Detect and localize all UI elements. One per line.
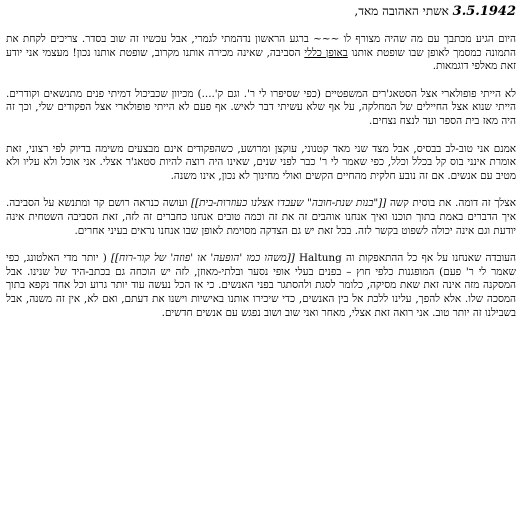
paragraph-1-underlined: באופן כללי <box>304 46 348 59</box>
paragraph-1-text-b: הסביבה, שאינה מכירה אותנו מקרוב, שופטת אותנו נכון! מעצמי אני יודע זאת מאלפי דוגמאות. <box>6 46 516 73</box>
letter-salutation: אשתי האהובה מאד, <box>354 4 449 18</box>
paragraph-5 <box>6 252 516 320</box>
paragraph-2: לא הייתי פופולארי אצל הסטאג'רים המשפטיים (כפי שסיפרו לי ר'. וגם ק'....) מכיוון שכביכול דמיתי פנים מתנשאים וקודרים. הייתי שנוא אצל החיילים של המחלקה, על אף שלא עשיתי דבר לאיש. אף פעם לא הייתי פופולארי אצל הפקודים שלי, וכך זה היה מאז בית הספר ועד לנצח נצחים. <box>6 87 516 127</box>
paragraph-4-editor-note: [["בנות שנת-חובה" שעבדו אצלנו כעוזרות-בית]] <box>190 197 387 210</box>
paragraph-4-text-a: אצלך זה דומה. את בוסית קשה <box>386 197 516 210</box>
paragraph-4 <box>6 197 516 238</box>
paragraph-3: אמנם אני טוב-לב בבסיס, אבל מצד שני מאד קטנוני, עוקצן ומרושע, כשהפקודים אינם מבצעים משימה בדיוק לפי רצוני, זאת אומרת אינני בוס קל בכלל וכלל, כפי שאמר לי ר' כבר לפני שנים, שאינו היה רוצה להיות סטאג'ר אצלי. אני אוכל ולא עליו ולא מטיב עם אנשים. אם זה נובע חלקית מהחיים הקשים ואולי מחינוך לא נכון, אינו משנה. <box>6 142 516 182</box>
letter-date: 3.5.1942 <box>452 4 516 19</box>
paragraph-5-editor-note: [[משהו כמו 'הופעה' או 'פוזה' של קור-רוח]] <box>110 252 295 265</box>
paragraph-5-text-a: העובדה שאנחנו על אף כל ההתאפקות וה Haltung <box>294 252 517 265</box>
paragraph-1-text-a: היום הגיע מכתבך עם מה שהיה מצורף לו ~~~ ברגע הראשון נדהמתי לגמרי, אבל עכשיו זה שוב בסדר. צריכים לקחת את התמונה כמסמך לאופן שבו שופטת אותנו <box>6 33 516 59</box>
letter-heading <box>6 4 516 19</box>
paragraph-4-text-b: ועושה כנראה רושם קר ומתנשא על הסביבה. איך הדברים באמת בתוך תוכנו ואיך אנחנו אוהבים זה את זה וכמה טובים אנחנו כחברים זה לזה, זאת הסביבה השטחית אינה יודעת וגם אינה יכולה לשפוט בקשר לזה. בכל זאת יש גם הצדקה מסוימת לאופן שבו אנחנו נראים בעיני אחרים. <box>6 197 516 237</box>
paragraph-1 <box>6 33 516 74</box>
paragraph-5-text-b: ( יותר מדי האלטונג, כפי שאמר לי ר' פעם) המופגנות כלפי חוץ – בפנים בעלי אופי נסער ובלתי-מאוזן, לזה יש הוכחה גם בכתב-היד של שנינו. אבל המסקנה מזה אינה זאת שאת מסיקה, כלומר לסגת ולהסתגר בפני האנשים. כי אז הכל נעשה עוד יותר גרוע וכל אחד נקפא בתוך המסכה שלו. אלא להפך, עלינו ללכת אל בין האנשים, כדי שיכירו אותנו באישיות וישנו את דעתם, ואם לא, אין זה משנה, אבל בשבילנו זה יותר טוב. אני רואה זאת אצלי, מאחר ואני שוב ושוב נפגש עם אנשים חדשים. <box>6 252 516 319</box>
